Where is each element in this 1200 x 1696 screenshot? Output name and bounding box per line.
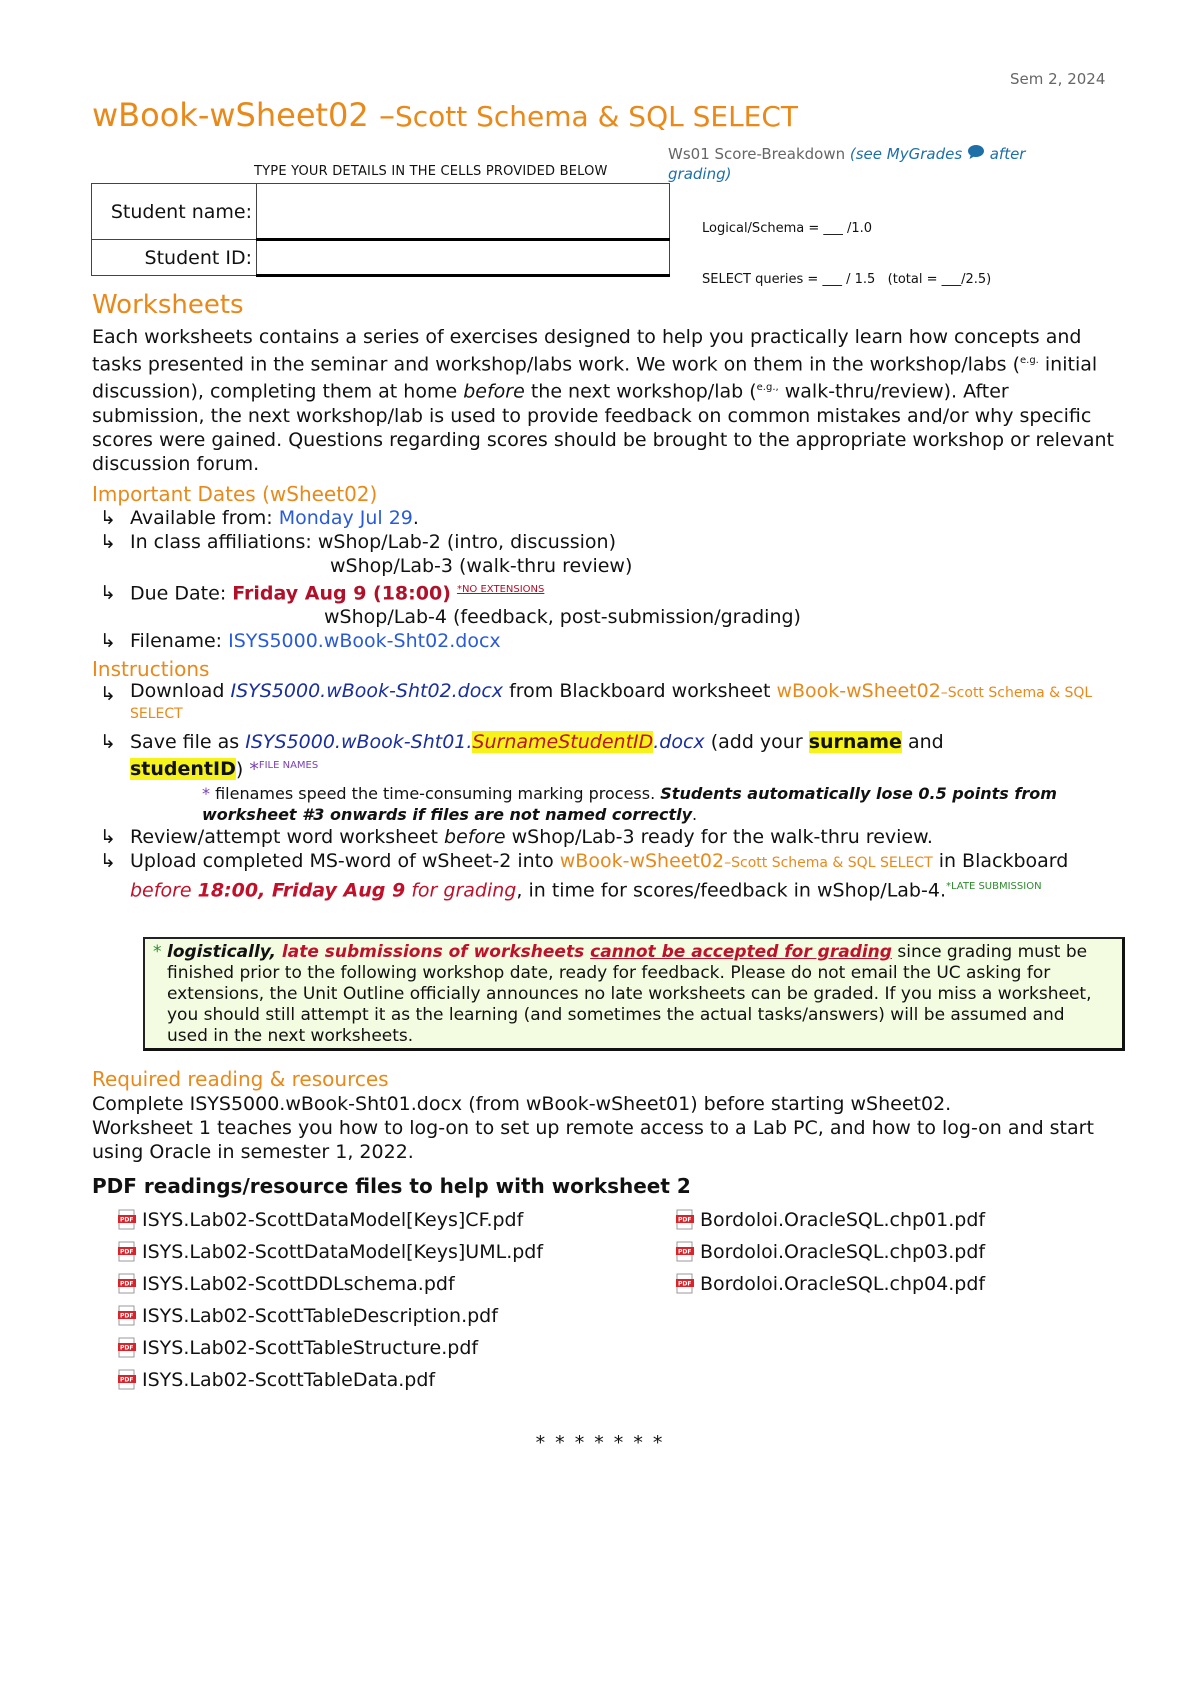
inclass-label: In class affiliations: wShop/Lab-2 (intro, discussion) bbox=[130, 531, 617, 553]
pdf-file-name: Bordoloi.OracleSQL.chp04.pdf bbox=[700, 1273, 986, 1295]
pdf-file-name: Bordoloi.OracleSQL.chp01.pdf bbox=[700, 1209, 986, 1231]
details-instruction: TYPE YOUR DETAILS IN THE CELLS PROVIDED BELOW bbox=[254, 164, 608, 179]
pdf-file-icon bbox=[676, 1241, 696, 1263]
list-item bbox=[92, 530, 1132, 554]
download-text: Download bbox=[130, 680, 231, 702]
semester-label: Sem 2, 2024 bbox=[1010, 70, 1106, 88]
section-divider-stars: * * * * * * * bbox=[535, 1432, 665, 1454]
pdf-file-icon bbox=[118, 1337, 138, 1359]
score-note: (see MyGrades bbox=[849, 145, 963, 163]
list-item bbox=[92, 825, 1122, 849]
worksheets-text-1: Each worksheets contains a series of exercises designed to help you practically learn how concepts and tasks presented in the seminar and workshop/labs work. We work on them in the workshop/labs ( bbox=[92, 326, 1082, 376]
pdf-file-icon bbox=[676, 1209, 696, 1231]
pdf-file-link[interactable] bbox=[118, 1364, 543, 1396]
pdf-file-link[interactable] bbox=[676, 1204, 985, 1236]
notice-late: late submissions of worksheets bbox=[276, 942, 591, 962]
filenames-tag: FILE NAMES bbox=[258, 760, 319, 771]
score-lines bbox=[702, 186, 991, 305]
pdf-file-name: Bordoloi.OracleSQL.chp03.pdf bbox=[700, 1241, 986, 1263]
speech-bubble-icon bbox=[967, 144, 985, 165]
return-arrow-icon: ↳ bbox=[100, 826, 116, 849]
return-arrow-icon: ↳ bbox=[100, 507, 116, 529]
score-note-after: after grading) bbox=[668, 145, 1026, 183]
filename-label: Filename: bbox=[130, 630, 229, 653]
late-submission-tag: LATE SUBMISSION bbox=[950, 881, 1042, 893]
pdf-file-link[interactable] bbox=[118, 1268, 543, 1300]
svg-text:PDF: PDF bbox=[120, 1280, 134, 1288]
upload-worksheet-link[interactable]: wBook-wSheet02 bbox=[559, 850, 725, 873]
svg-text:PDF: PDF bbox=[678, 1216, 692, 1224]
pdf-file-link[interactable] bbox=[118, 1300, 543, 1332]
return-arrow-icon: ↳ bbox=[100, 531, 116, 553]
studentid-highlight: studentID bbox=[130, 758, 236, 781]
save-filename-1: ISYS5000.wBook-Sht01. bbox=[245, 731, 473, 753]
page-title bbox=[92, 96, 798, 134]
notice-cannot: cannot be accepted for grading bbox=[590, 942, 892, 962]
pdf-file-link[interactable] bbox=[118, 1236, 543, 1268]
reading-text-1: Complete ISYS5000.wBook-Sht01.docx (from wBook-wSheet01) before starting wSheet02. bbox=[92, 1093, 952, 1115]
upload-text: Upload completed MS-word of wSheet-2 into bbox=[130, 850, 560, 873]
reading-paragraph bbox=[92, 1092, 1122, 1164]
reading-text-2: Worksheet 1 teaches you how to log-on to set up remote access to a Lab PC, and how to log-on and start using Oracle in semester 1, 2022. bbox=[92, 1117, 1094, 1163]
note-text-a: filenames speed the time-consuming marking process. bbox=[210, 784, 661, 804]
score-heading: Ws01 Score-Breakdown bbox=[668, 145, 846, 163]
svg-text:PDF: PDF bbox=[120, 1312, 134, 1320]
worksheet-link[interactable]: wBook-wSheet02 bbox=[776, 680, 941, 702]
save-filename-3: .docx bbox=[653, 731, 705, 753]
pdf-file-link[interactable] bbox=[676, 1236, 985, 1268]
pdf-file-icon bbox=[676, 1273, 696, 1295]
upload-worksheet-link-sub: –Scott Schema & SQL SELECT bbox=[724, 855, 933, 872]
available-label: Available from: bbox=[130, 507, 279, 529]
svg-text:PDF: PDF bbox=[120, 1216, 134, 1224]
pdf-file-link[interactable] bbox=[118, 1332, 543, 1364]
pdf-file-name: ISYS.Lab02-ScottDataModel[Keys]CF.pdf bbox=[142, 1209, 524, 1231]
pdf-file-icon bbox=[118, 1369, 138, 1391]
save-text-c: and bbox=[901, 731, 944, 753]
notice-logistically: logistically, bbox=[167, 942, 276, 962]
pdf-file-name: ISYS.Lab02-ScottTableData.pdf bbox=[142, 1369, 436, 1391]
list-item bbox=[92, 629, 1132, 653]
filename-value: ISYS5000.wBook-Sht02.docx bbox=[228, 630, 501, 653]
worksheets-text-4: walk-thru/review). After submission, the next workshop/lab is used to provide feedback on common mistakes and/or why specific scores were gained. Questions regarding scores should be brought to the appropriate workshop or relevant discussion forum. bbox=[92, 380, 1114, 475]
pdf-heading: PDF readings/resource files to help with worksheet 2 bbox=[92, 1174, 691, 1198]
worksheets-heading: Worksheets bbox=[92, 290, 244, 320]
save-filename-2: SurnameStudentID bbox=[472, 731, 654, 753]
review-before: before bbox=[444, 826, 506, 849]
pdf-file-name: ISYS.Lab02-ScottDataModel[Keys]UML.pdf bbox=[142, 1241, 544, 1263]
dates-list bbox=[92, 506, 1132, 653]
score-line-logical: Logical/Schema = ___ /1.0 bbox=[702, 221, 873, 236]
score-line-select: SELECT queries = ___ / 1.5 (total = ___/2.5) bbox=[702, 272, 992, 287]
pdf-file-name: ISYS.Lab02-ScottDDLschema.pdf bbox=[142, 1273, 455, 1295]
svg-text:PDF: PDF bbox=[120, 1344, 134, 1352]
upload-deadline: 18:00, Friday Aug 9 bbox=[197, 879, 406, 902]
list-item bbox=[92, 682, 1122, 724]
pdf-file-icon bbox=[118, 1209, 138, 1231]
worksheets-text-3: the next workshop/lab ( bbox=[524, 380, 757, 403]
svg-text:PDF: PDF bbox=[678, 1248, 692, 1256]
save-text: Save file as bbox=[130, 731, 246, 753]
due-date: Friday Aug 9 (18:00) bbox=[232, 582, 451, 605]
note-warning: Students automatically lose 0.5 points from worksheet #3 onwards if files are not named correctly bbox=[202, 784, 1057, 825]
late-submission-notice: * logistically, late submissions of worksheets cannot be accepted for grading since grading must be finished prior to the following workshop date, ready for feedback. Please do not email the UC asking for extensions, the Unit Outline officially announces no late worksheets can be graded. If you miss a worksheet, you should still attempt it as the learning (and sometimes the actual tasks/answers) will be assumed and used in the next worksheets. bbox=[143, 937, 1125, 1051]
reading-heading: Required reading & resources bbox=[92, 1067, 389, 1091]
due-line-2: wShop/Lab-4 (feedback, post-submission/grading) bbox=[324, 606, 801, 629]
score-breakdown bbox=[668, 144, 1088, 184]
student-id-field[interactable] bbox=[257, 240, 670, 276]
pdf-list-right bbox=[676, 1204, 985, 1300]
return-arrow-icon: ↳ bbox=[100, 850, 116, 873]
note-text-c: . bbox=[692, 805, 698, 825]
no-extensions-tag: NO EXTENSIONS bbox=[461, 584, 545, 595]
return-arrow-icon: ↳ bbox=[100, 731, 116, 753]
worksheets-text-2: initial discussion), completing them at home bbox=[92, 353, 1098, 403]
worksheets-paragraph bbox=[92, 325, 1117, 476]
title-sub: Scott Schema & SQL SELECT bbox=[394, 100, 799, 133]
instructions-heading: Instructions bbox=[92, 657, 210, 681]
notice-rest: since grading must be finished prior to the following workshop date, ready for feedback. Please do not email the UC asking for extensions, the Unit Outline officially announces no late worksheets can be graded. If you miss a worksheet, you should still attempt it as the learning (and sometimes the actual tasks/answers) will be assumed and used in the next worksheets. bbox=[167, 942, 1092, 1046]
upload-text-b: in Blackboard bbox=[932, 850, 1069, 873]
pdf-file-icon bbox=[118, 1273, 138, 1295]
pdf-file-icon bbox=[118, 1241, 138, 1263]
dates-heading: Important Dates (wSheet02) bbox=[92, 482, 378, 506]
svg-text:PDF: PDF bbox=[120, 1248, 134, 1256]
due-label: Due Date: bbox=[130, 582, 233, 605]
save-text-d: ) bbox=[235, 758, 244, 781]
available-date: Monday Jul 29 bbox=[278, 507, 413, 529]
list-item: ↳ Upload completed MS-word of wSheet-2 into wBook-wSheet02–Scott Schema & SQL SELECT in Blackboard before 18:00, Friday Aug 9 for grading, in time for scores/feedback in wShop/Lab-4.$^{*LATE SUBMISSION}$ bbox=[92, 849, 1122, 902]
review-text: Review/attempt word worksheet bbox=[130, 826, 445, 849]
review-text-b: wShop/Lab-3 ready for the walk-thru review. bbox=[505, 826, 933, 849]
upload-for-grading: for grading bbox=[405, 879, 517, 902]
list-item: ↳ Save file as ISYS5000.wBook-Sht01.SurnameStudentID.docx (add your surname and studentID) *$^{FILE NAMES}$ bbox=[92, 730, 1122, 781]
student-details-table bbox=[91, 183, 670, 277]
student-name-field[interactable] bbox=[257, 184, 670, 240]
title-main: wBook-wSheet02 – bbox=[92, 96, 395, 134]
svg-text:PDF: PDF bbox=[120, 1376, 134, 1384]
pdf-file-name: ISYS.Lab02-ScottTableStructure.pdf bbox=[142, 1337, 479, 1359]
worksheet-link-sub: –Scott Schema & SQL SELECT bbox=[130, 685, 1093, 722]
return-arrow-icon: ↳ bbox=[100, 582, 116, 605]
pdf-file-link[interactable] bbox=[676, 1268, 985, 1300]
download-text-b: from Blackboard worksheet bbox=[503, 680, 777, 702]
eg-1: e.g. bbox=[1020, 355, 1039, 366]
pdf-file-link[interactable] bbox=[118, 1204, 543, 1236]
eg-2: e.g., bbox=[756, 382, 779, 394]
save-text-b: (add your bbox=[704, 731, 809, 753]
upload-before: before bbox=[130, 879, 198, 902]
student-name-label: Student name: bbox=[92, 184, 257, 240]
surname-highlight: surname bbox=[808, 731, 902, 753]
download-filename: ISYS5000.wBook-Sht02.docx bbox=[230, 680, 504, 702]
list-item: ↳ Due Date: Friday Aug 9 (18:00) $^{*NO EXTENSIONS}$ bbox=[92, 578, 1132, 605]
list-item: ↳ Available from: Monday Jul 29. bbox=[92, 506, 1132, 530]
filenames-note: * filenames speed the time-consuming marking process. Students automatically lose 0.5 points from worksheet #3 onwards if files are not named correctly. bbox=[202, 784, 1057, 825]
instructions-list bbox=[92, 682, 1122, 903]
svg-text:PDF: PDF bbox=[678, 1280, 692, 1288]
inclass-line-2: wShop/Lab-3 (walk-thru review) bbox=[330, 555, 633, 577]
pdf-file-icon bbox=[118, 1305, 138, 1327]
pdf-list-left bbox=[118, 1204, 543, 1396]
pdf-file-name: ISYS.Lab02-ScottTableDescription.pdf bbox=[142, 1305, 498, 1327]
student-id-label: Student ID: bbox=[92, 240, 257, 276]
upload-text-c: , in time for scores/feedback in wShop/Lab-4. bbox=[516, 879, 946, 902]
worksheets-before: before bbox=[463, 380, 525, 403]
return-arrow-icon: ↳ bbox=[100, 630, 116, 653]
return-arrow-icon: ↳ bbox=[100, 683, 116, 705]
